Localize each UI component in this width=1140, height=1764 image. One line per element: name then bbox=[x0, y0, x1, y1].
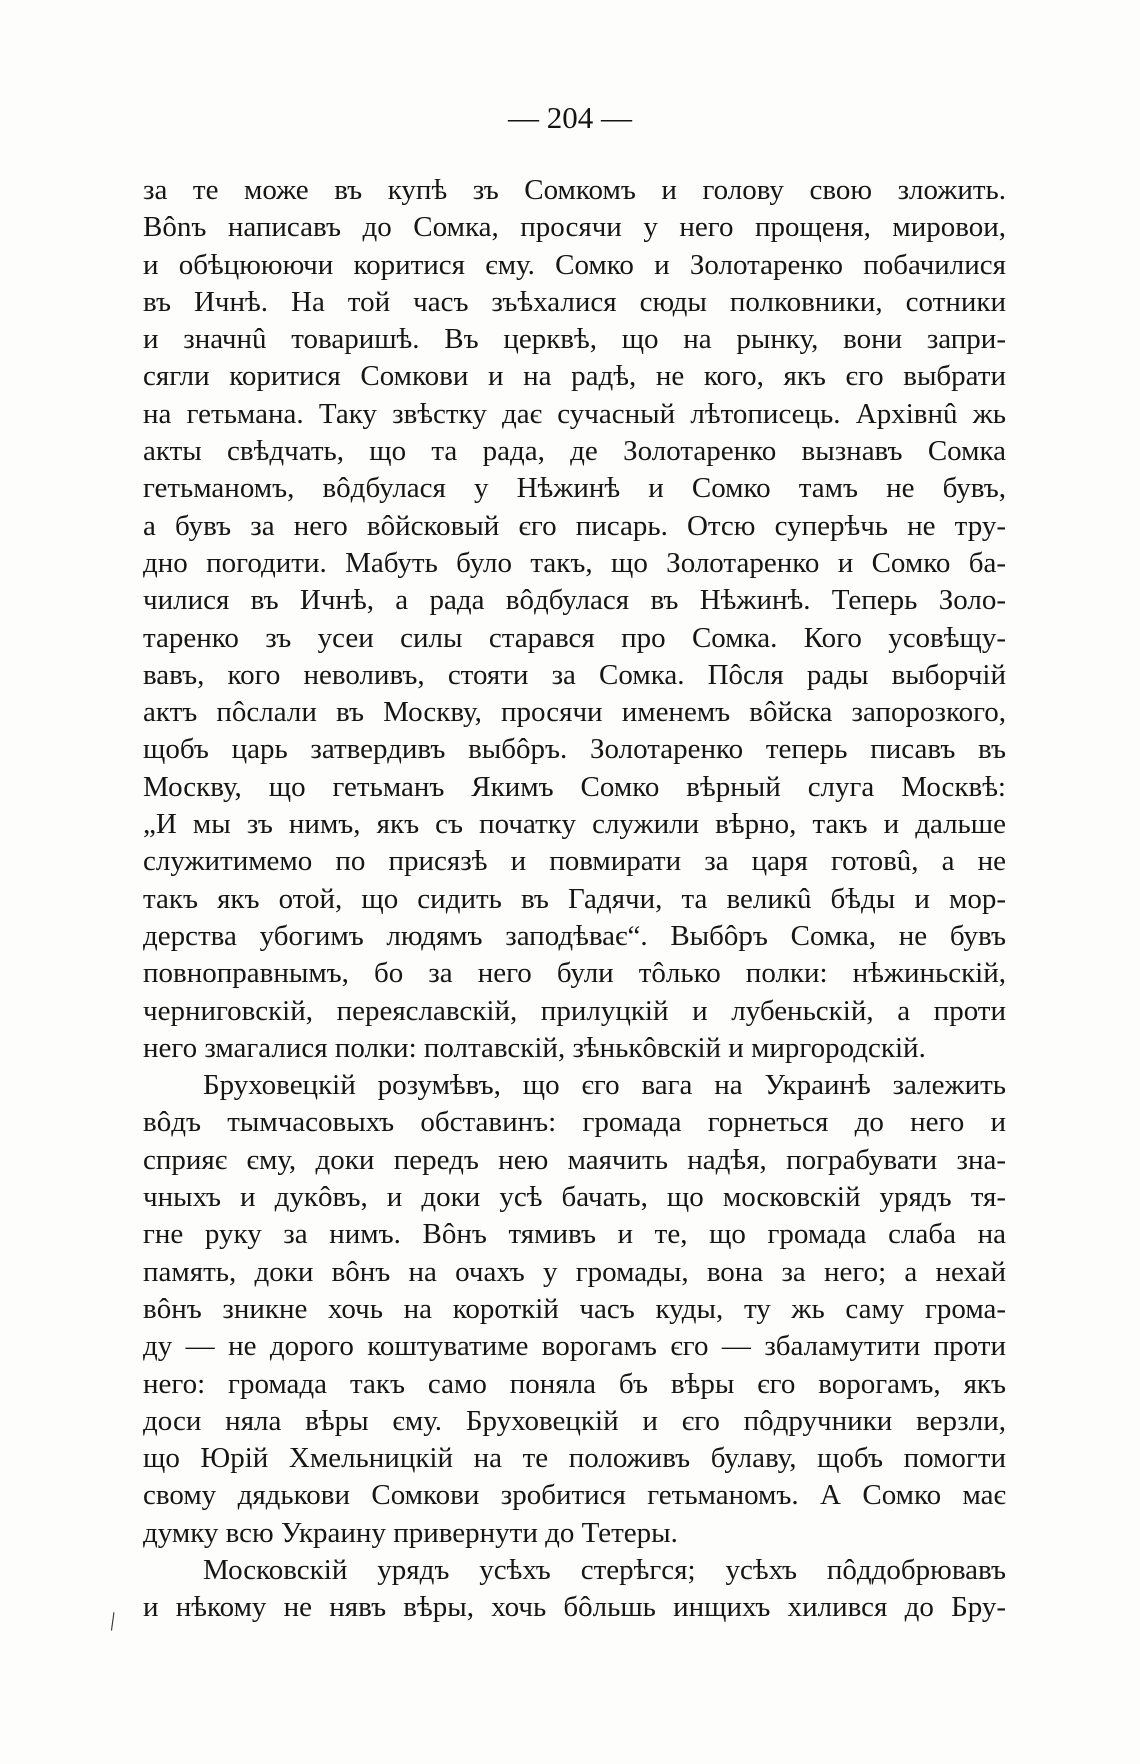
text-line: Вônъ написавъ до Сомка, просячи у него прощеня, мировои, bbox=[143, 211, 1006, 244]
text-line: вôнъ зникне хочь на короткій часъ куды, ту жь саму грома- bbox=[143, 1292, 1006, 1325]
text-line: него: громада такъ само поняла бъ вѣры єго ворогамъ, якъ bbox=[143, 1367, 1006, 1400]
text-line: такъ якъ отой, що сидить въ Гадячи, та великû бѣды и мор- bbox=[143, 882, 1006, 915]
text-line: ду — не дорого коштуватиме ворогамъ єго — збаламутити проти bbox=[143, 1330, 1006, 1363]
text-line: служитимемо по присязѣ и повмирати за царя готовû, а не bbox=[143, 845, 1006, 878]
text-line: таренко зъ усеи силы старався про Сомка. Кого усовѣщу- bbox=[143, 621, 1006, 654]
text-line: доси няла вѣры єму. Бруховецкій и єго пôдручники верзли, bbox=[143, 1404, 1006, 1437]
text-line: думку всю Украину привернути до Тетеры. bbox=[143, 1516, 678, 1549]
text-line: щобъ царь затвердивъ выбôръ. Золотаренко теперь писавъ въ bbox=[143, 733, 1006, 766]
text-line: чныхъ и дукôвъ, и доки усѣ бачать, що московскій урядъ тя- bbox=[143, 1181, 1006, 1214]
page-number: — 204 — bbox=[508, 100, 632, 135]
text-line: сягли коритися Сомкови и на радѣ, не кого, якъ єго выбрати bbox=[143, 360, 1006, 393]
text-line: „И мы зъ нимъ, якъ съ початку служили вѣрно, такъ и дальше bbox=[143, 808, 1006, 841]
text-line: дно погодити. Мабуть було такъ, що Золотаренко и Сомко ба- bbox=[143, 546, 1006, 579]
paragraph bbox=[143, 1552, 1006, 1627]
text-line: въ Ичнѣ. На той часъ зъѣхалися сюды полковники, сотники bbox=[143, 285, 1006, 318]
text-line: вôдъ тымчасовыхъ обставинъ: громада горнеться до него и bbox=[143, 1106, 1006, 1139]
text-line: а бувъ за него вôйсковый єго писарь. Отсю суперѣчь не тру- bbox=[143, 509, 1006, 542]
text-line: память, доки вôнъ на очахъ у громады, вона за него; а нехай bbox=[143, 1255, 1006, 1288]
text-line: що Юрій Хмельницкій на те положивъ булаву, щобъ помогти bbox=[143, 1442, 1006, 1475]
text-line: чилися въ Ичнѣ, а рада вôдбулася въ Нѣжинѣ. Теперь Золо- bbox=[143, 584, 1006, 617]
text-line: Московскій урядъ усѣхъ стерѣгся; усѣхъ пôддобрювавъ bbox=[203, 1553, 1006, 1586]
text-line: сприяє єму, доки передъ нею маячить надѣя, пограбувати зна- bbox=[143, 1143, 1006, 1176]
text-line: гетьманомъ, вôдбулася у Нѣжинѣ и Сомко тамъ не бувъ, bbox=[143, 472, 1006, 505]
scan-mark-glyph: ╲ bbox=[104, 1613, 121, 1631]
body-text bbox=[143, 172, 1006, 1627]
text-line: черниговскій, переяславскій, прилуцкій и лубеньскій, а проти bbox=[143, 994, 1006, 1027]
text-line: на гетьмана. Таку звѣстку дає сучасный лѣтописець. Архівнû жь bbox=[143, 397, 1006, 430]
text-line: него змагалися полки: полтавскій, зѣнькôвскій и миргородскій. bbox=[143, 1031, 926, 1064]
paragraph bbox=[143, 172, 1006, 1067]
text-line: и нѣкому не нявъ вѣры, хочь бôльшь инщихъ хилився до Бру- bbox=[143, 1591, 1006, 1624]
text-line: дерства убогимъ людямъ заподѣває“. Выбôръ Сомка, не бувъ bbox=[143, 919, 1006, 952]
text-line: гне руку за нимъ. Вôнъ тямивъ и те, що громада слаба на bbox=[143, 1218, 1006, 1251]
text-line: свому дядькови Сомкови зробитися гетьманомъ. А Сомко має bbox=[143, 1479, 1006, 1512]
text-line: и обѣцююючи коритися єму. Сомко и Золотаренко побачилися bbox=[143, 248, 1006, 281]
paragraph bbox=[143, 1067, 1006, 1552]
text-line: Москву, що гетьманъ Якимъ Сомко вѣрный слуга Москвѣ: bbox=[143, 770, 1006, 803]
text-line: за те може въ купѣ зъ Сомкомъ и голову свою зложить. bbox=[143, 174, 1006, 206]
text-line: повноправнымъ, бо за него були тôлько полки: нѣжиньскій, bbox=[143, 957, 1006, 990]
text-line: актъ пôслали въ Москву, просячи именемъ вôйска запорозкого, bbox=[143, 696, 1006, 729]
text-line: вавъ, кого неволивъ, стояти за Сомка. Пôсля рады выборчій bbox=[143, 658, 1006, 691]
text-line: Бруховецкій розумѣвъ, що єго вага на Украинѣ залежить bbox=[203, 1069, 1006, 1102]
text-line: акты свѣдчать, що та рада, де Золотаренко вызнавъ Сомка bbox=[143, 435, 1006, 468]
text-line: и значнû товаришѣ. Въ церквѣ, що на рынку, вони запри- bbox=[143, 323, 1006, 356]
